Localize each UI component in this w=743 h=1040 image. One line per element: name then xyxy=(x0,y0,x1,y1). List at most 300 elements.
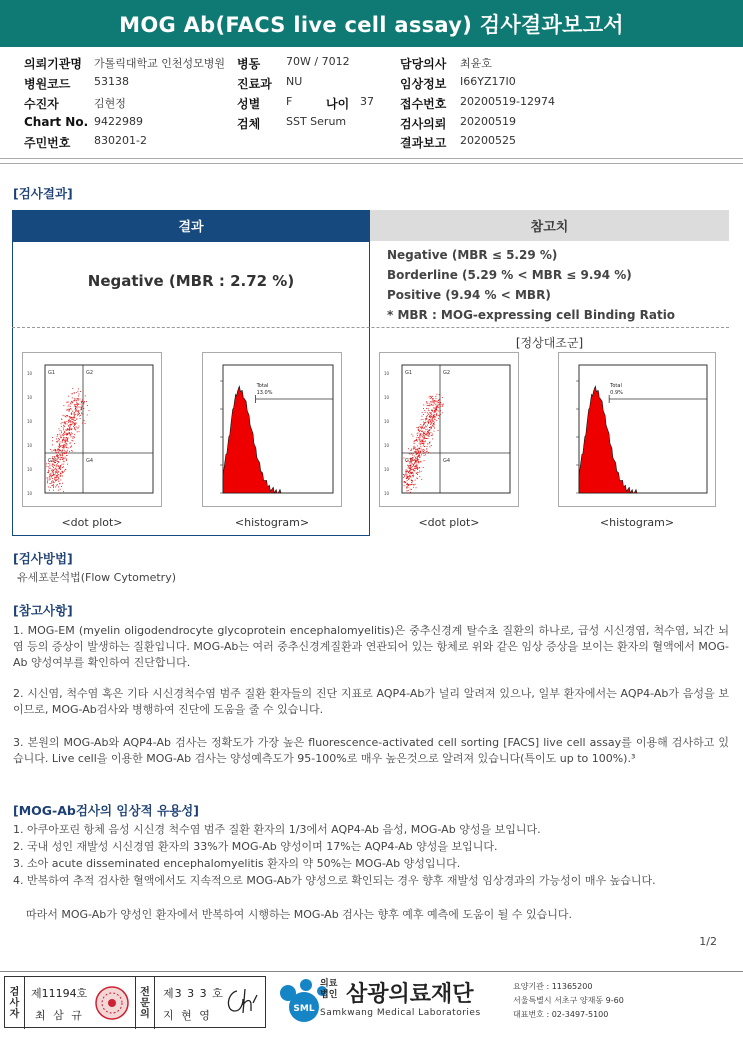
cell-event-dot xyxy=(59,439,60,440)
cell-event-dot xyxy=(60,473,61,474)
cell-event-dot xyxy=(53,482,54,483)
cell-event-dot xyxy=(424,438,425,439)
cell-event-dot xyxy=(432,396,433,397)
cell-event-dot xyxy=(61,432,62,433)
cell-event-dot xyxy=(420,451,421,452)
cell-event-dot xyxy=(58,477,59,478)
clinical-use-line-3: 3. 소아 acute disseminated encephalomyelitis 환자의 약 50%는 MOG-Ab 양성입니다. xyxy=(13,857,461,870)
cell-event-dot xyxy=(427,425,428,426)
cell-event-dot xyxy=(417,435,418,436)
cell-event-dot xyxy=(59,450,60,451)
cell-event-dot xyxy=(432,422,433,423)
cell-event-dot xyxy=(84,401,85,402)
cell-event-dot xyxy=(415,449,416,450)
cell-event-dot xyxy=(417,472,418,473)
cell-event-dot xyxy=(440,404,441,405)
cell-event-dot xyxy=(417,468,418,469)
cell-event-dot xyxy=(62,453,63,454)
cell-event-dot xyxy=(415,460,416,461)
cell-event-dot xyxy=(69,433,70,434)
cell-event-dot xyxy=(59,434,60,435)
cell-event-dot xyxy=(404,458,405,459)
cell-event-dot xyxy=(66,441,67,442)
cell-event-dot xyxy=(76,427,77,428)
cell-event-dot xyxy=(422,431,423,432)
cell-event-dot xyxy=(52,458,53,459)
cell-event-dot xyxy=(432,410,433,411)
receipt-label: 접수번호 xyxy=(400,97,447,111)
cell-event-dot xyxy=(58,478,59,479)
cell-event-dot xyxy=(50,487,51,488)
cell-event-dot xyxy=(87,405,88,406)
cell-event-dot xyxy=(420,424,421,425)
cell-event-dot xyxy=(431,396,432,397)
cell-event-dot xyxy=(421,443,422,444)
cell-event-dot xyxy=(425,420,426,421)
cell-event-dot xyxy=(408,487,409,488)
hospital-label: 의뢰기관명 xyxy=(24,57,82,71)
cell-event-dot xyxy=(414,463,415,464)
cell-event-dot xyxy=(79,416,80,417)
cell-event-dot xyxy=(70,428,71,429)
gate-total-label: Total xyxy=(256,383,269,389)
cell-event-dot xyxy=(425,454,426,455)
cell-event-dot xyxy=(58,490,59,491)
cell-event-dot xyxy=(64,471,65,472)
cell-event-dot xyxy=(64,452,65,453)
cell-event-dot xyxy=(442,406,443,407)
cell-event-dot xyxy=(56,477,57,478)
cell-event-dot xyxy=(411,473,412,474)
receipt-value: 20200519-12974 xyxy=(460,95,555,108)
cell-event-dot xyxy=(55,479,56,480)
cell-event-dot xyxy=(432,434,433,435)
cell-event-dot xyxy=(78,407,79,408)
patient-histogram xyxy=(202,352,342,507)
cell-event-dot xyxy=(77,431,78,432)
cell-event-dot xyxy=(50,449,51,450)
cell-event-dot xyxy=(408,448,409,449)
cell-event-dot xyxy=(77,399,78,400)
cell-event-dot xyxy=(424,423,425,424)
cell-event-dot xyxy=(63,438,64,439)
axis-tick-label: 10 xyxy=(384,419,390,424)
cell-event-dot xyxy=(57,436,58,437)
cell-event-dot xyxy=(423,422,424,423)
cell-event-dot xyxy=(432,425,433,426)
cell-event-dot xyxy=(418,459,419,460)
cell-event-dot xyxy=(77,408,78,409)
cell-event-dot xyxy=(62,447,63,448)
cell-event-dot xyxy=(66,434,67,435)
cell-event-dot xyxy=(425,412,426,413)
cell-event-dot xyxy=(429,405,430,406)
cell-event-dot xyxy=(423,414,424,415)
cell-event-dot xyxy=(74,424,75,425)
cell-event-dot xyxy=(427,421,428,422)
cell-event-dot xyxy=(57,472,58,473)
cell-event-dot xyxy=(429,421,430,422)
cell-event-dot xyxy=(412,455,413,456)
cell-event-dot xyxy=(409,477,410,478)
cell-event-dot xyxy=(74,416,75,417)
cell-event-dot xyxy=(420,430,421,431)
cell-event-dot xyxy=(429,427,430,428)
cell-event-dot xyxy=(54,477,55,478)
cell-event-dot xyxy=(406,484,407,485)
cell-event-dot xyxy=(58,452,59,453)
cell-event-dot xyxy=(74,392,75,393)
control-histogram xyxy=(558,352,716,507)
cell-event-dot xyxy=(71,401,72,402)
gate-total-value: 0.9% xyxy=(610,390,623,396)
cell-event-dot xyxy=(51,473,52,474)
cell-event-dot xyxy=(78,391,79,392)
cell-event-dot xyxy=(74,424,75,425)
cell-event-dot xyxy=(431,445,432,446)
cell-event-dot xyxy=(80,418,81,419)
cell-event-dot xyxy=(52,469,53,470)
cell-event-dot xyxy=(432,405,433,406)
info-row-4 xyxy=(0,115,743,133)
cell-event-dot xyxy=(424,410,425,411)
cell-event-dot xyxy=(421,471,422,472)
cell-event-dot xyxy=(411,477,412,478)
cell-event-dot xyxy=(81,413,82,414)
cell-event-dot xyxy=(430,413,431,414)
cell-event-dot xyxy=(61,423,62,424)
contact-code: 요양기관 : 11365200 xyxy=(513,982,593,991)
cell-event-dot xyxy=(81,409,82,410)
cell-event-dot xyxy=(411,489,412,490)
cell-event-dot xyxy=(84,420,85,421)
cell-event-dot xyxy=(53,463,54,464)
cell-event-dot xyxy=(57,465,58,466)
cell-event-dot xyxy=(54,462,55,463)
patient-dot-caption: <dot plot> xyxy=(61,516,123,529)
cell-event-dot xyxy=(412,459,413,460)
sex-label: 성별 xyxy=(237,97,261,111)
cell-event-dot xyxy=(425,434,426,435)
cell-event-dot xyxy=(56,455,57,456)
cell-event-dot xyxy=(73,422,74,423)
divider xyxy=(0,158,743,159)
cell-event-dot xyxy=(430,421,431,422)
cell-event-dot xyxy=(427,405,428,406)
cell-event-dot xyxy=(79,431,80,432)
cell-event-dot xyxy=(70,408,71,409)
cell-event-dot xyxy=(74,427,75,428)
cell-event-dot xyxy=(405,474,406,475)
cell-event-dot xyxy=(427,446,428,447)
cell-event-dot xyxy=(63,433,64,434)
cell-event-dot xyxy=(46,466,47,467)
cell-event-dot xyxy=(413,453,414,454)
cell-event-dot xyxy=(55,487,56,488)
cell-event-dot xyxy=(66,447,67,448)
cell-event-dot xyxy=(419,451,420,452)
gate-total-label: Total xyxy=(610,383,622,389)
cell-event-dot xyxy=(76,419,77,420)
cell-event-dot xyxy=(427,451,428,452)
ward-label: 병동 xyxy=(237,57,261,71)
org-english-name: Samkwang Medical Laboratories xyxy=(320,1008,481,1018)
cell-event-dot xyxy=(65,451,66,452)
cell-event-dot xyxy=(59,467,60,468)
cell-event-dot xyxy=(58,481,59,482)
cell-event-dot xyxy=(432,418,433,419)
cell-event-dot xyxy=(429,430,430,431)
cell-event-dot xyxy=(75,400,76,401)
cell-event-dot xyxy=(432,398,433,399)
cell-event-dot xyxy=(63,405,64,406)
hospital-value: 가톨릭대학교 인천성모병원 xyxy=(94,57,226,70)
cell-event-dot xyxy=(438,400,439,401)
cell-event-dot xyxy=(64,434,65,435)
cell-event-dot xyxy=(434,416,435,417)
cell-event-dot xyxy=(71,428,72,429)
cell-event-dot xyxy=(418,450,419,451)
cell-event-dot xyxy=(420,427,421,428)
cell-event-dot xyxy=(419,476,420,477)
cell-event-dot xyxy=(70,427,71,428)
cell-event-dot xyxy=(411,453,412,454)
cell-event-dot xyxy=(83,402,84,403)
cell-event-dot xyxy=(432,416,433,417)
cell-event-dot xyxy=(63,466,64,467)
cell-event-dot xyxy=(56,470,57,471)
control-dot-caption: <dot plot> xyxy=(418,516,480,529)
axis-tick-label: 10 xyxy=(384,491,390,496)
cell-event-dot xyxy=(433,400,434,401)
method-text: 유세포분석법(Flow Cytometry) xyxy=(17,571,177,584)
cell-event-dot xyxy=(54,478,55,479)
cell-event-dot xyxy=(66,459,67,460)
cell-event-dot xyxy=(428,408,429,409)
cell-event-dot xyxy=(410,476,411,477)
control-dot-plot-graphic xyxy=(380,353,518,506)
cell-event-dot xyxy=(59,445,60,446)
cell-event-dot xyxy=(70,422,71,423)
cell-event-dot xyxy=(63,461,64,462)
axis-tick-label: 10 xyxy=(27,443,33,448)
page-number: 1/2 xyxy=(699,935,717,948)
cell-event-dot xyxy=(71,421,72,422)
cell-event-dot xyxy=(83,408,84,409)
cell-event-dot xyxy=(73,426,74,427)
cell-event-dot xyxy=(47,478,48,479)
cell-event-dot xyxy=(421,436,422,437)
gate-total-value: 13.0% xyxy=(256,390,273,396)
cell-event-dot xyxy=(63,429,64,430)
cell-event-dot xyxy=(80,391,81,392)
cell-event-dot xyxy=(410,484,411,485)
cell-event-dot xyxy=(406,478,407,479)
cell-event-dot xyxy=(406,473,407,474)
cell-event-dot xyxy=(63,446,64,447)
cell-event-dot xyxy=(52,451,53,452)
cell-event-dot xyxy=(432,401,433,402)
cell-event-dot xyxy=(65,441,66,442)
cell-event-dot xyxy=(417,433,418,434)
cell-event-dot xyxy=(50,468,51,469)
axis-tick-label: 10 xyxy=(27,395,33,400)
ref-mbr-note: * MBR : MOG-expressing cell Binding Ratio xyxy=(387,308,676,322)
cell-event-dot xyxy=(415,440,416,441)
cell-event-dot xyxy=(416,462,417,463)
cell-event-dot xyxy=(73,438,74,439)
axis-tick-label: 10 xyxy=(384,467,390,472)
cell-event-dot xyxy=(53,484,54,485)
cell-event-dot xyxy=(417,457,418,458)
cell-event-dot xyxy=(414,462,415,463)
cell-event-dot xyxy=(69,427,70,428)
cell-event-dot xyxy=(434,403,435,404)
cell-event-dot xyxy=(65,457,66,458)
patient-info xyxy=(0,55,743,155)
cell-event-dot xyxy=(56,480,57,481)
cell-event-dot xyxy=(72,397,73,398)
cell-event-dot xyxy=(436,420,437,421)
cell-event-dot xyxy=(431,427,432,428)
cell-event-dot xyxy=(61,437,62,438)
cell-event-dot xyxy=(406,470,407,471)
cell-event-dot xyxy=(414,468,415,469)
clinical-value: I66YZ17I0 xyxy=(460,75,516,88)
clinical-use-line-2: 2. 국내 성인 재발성 시신경염 환자의 33%가 MOG-Ab 양성이며 17%는 AQP4-Ab 양성을 보입니다. xyxy=(13,840,498,853)
cell-event-dot xyxy=(422,427,423,428)
cell-event-dot xyxy=(54,482,55,483)
cell-event-dot xyxy=(57,475,58,476)
cell-event-dot xyxy=(50,479,51,480)
cell-event-dot xyxy=(49,474,50,475)
cell-event-dot xyxy=(69,433,70,434)
cell-event-dot xyxy=(52,460,53,461)
signature-box xyxy=(4,976,266,1028)
cell-event-dot xyxy=(405,482,406,483)
cell-event-dot xyxy=(58,441,59,442)
cell-event-dot xyxy=(424,437,425,438)
cell-event-dot xyxy=(417,437,418,438)
cell-event-dot xyxy=(74,423,75,424)
cell-event-dot xyxy=(78,388,79,389)
cell-event-dot xyxy=(53,487,54,488)
cell-event-dot xyxy=(64,453,65,454)
cell-event-dot xyxy=(72,411,73,412)
cell-event-dot xyxy=(82,414,83,415)
axis-tick-label: 10 xyxy=(27,371,33,376)
cell-event-dot xyxy=(436,406,437,407)
cell-event-dot xyxy=(68,409,69,410)
cell-event-dot xyxy=(412,484,413,485)
clinical-use-line-1: 1. 아쿠아포린 항체 음성 시신경 척수염 범주 질환 환자의 1/3에서 AQP4-Ab 음성, MOG-Ab 양성을 보입니다. xyxy=(13,823,541,836)
quadrant-label: G1 xyxy=(405,370,413,376)
cell-event-dot xyxy=(418,461,419,462)
cell-event-dot xyxy=(66,446,67,447)
cell-event-dot xyxy=(418,456,419,457)
cell-event-dot xyxy=(54,465,55,466)
cell-event-dot xyxy=(49,476,50,477)
cell-event-dot xyxy=(60,455,61,456)
cell-event-dot xyxy=(60,469,61,470)
cell-event-dot xyxy=(67,440,68,441)
cell-event-dot xyxy=(423,435,424,436)
cell-event-dot xyxy=(430,426,431,427)
cell-event-dot xyxy=(59,454,60,455)
cell-event-dot xyxy=(48,463,49,464)
cell-event-dot xyxy=(429,417,430,418)
cell-event-dot xyxy=(438,418,439,419)
cell-event-dot xyxy=(56,485,57,486)
cell-event-dot xyxy=(431,432,432,433)
doctor-value: 최윤호 xyxy=(460,57,492,70)
cell-event-dot xyxy=(427,444,428,445)
quadrant-label: G3 xyxy=(405,458,413,464)
cell-event-dot xyxy=(63,428,64,429)
cell-event-dot xyxy=(60,459,61,460)
cell-event-dot xyxy=(421,448,422,449)
cell-event-dot xyxy=(410,460,411,461)
cell-event-dot xyxy=(428,435,429,436)
axis-tick-label: 10 xyxy=(27,467,33,472)
cell-event-dot xyxy=(429,397,430,398)
cell-event-dot xyxy=(58,474,59,475)
cell-event-dot xyxy=(55,473,56,474)
cell-event-dot xyxy=(427,433,428,434)
cell-event-dot xyxy=(78,427,79,428)
cell-event-dot xyxy=(416,453,417,454)
cell-event-dot xyxy=(62,442,63,443)
cell-event-dot xyxy=(57,456,58,457)
cell-event-dot xyxy=(55,471,56,472)
cell-event-dot xyxy=(412,466,413,467)
cell-event-dot xyxy=(65,421,66,422)
cell-event-dot xyxy=(427,403,428,404)
cell-event-dot xyxy=(428,438,429,439)
cell-event-dot xyxy=(56,469,57,470)
cell-event-dot xyxy=(431,410,432,411)
quadrant-label: G4 xyxy=(443,458,451,464)
cell-event-dot xyxy=(72,388,73,389)
sex-value: F xyxy=(286,95,293,108)
cell-event-dot xyxy=(410,463,411,464)
cell-event-dot xyxy=(412,481,413,482)
dept-label: 진료과 xyxy=(237,77,272,91)
cell-event-dot xyxy=(434,419,435,420)
cell-event-dot xyxy=(58,472,59,473)
cell-event-dot xyxy=(410,454,411,455)
cell-event-dot xyxy=(431,435,432,436)
cell-event-dot xyxy=(420,426,421,427)
cell-event-dot xyxy=(79,413,80,414)
cell-event-dot xyxy=(430,396,431,397)
cell-event-dot xyxy=(424,442,425,443)
cell-event-dot xyxy=(66,452,67,453)
notes-paragraph-1: 1. MOG-EM (myelin oligodendrocyte glycoprotein encephalomyelitis)은 중추신경계 탈수초 질환의 하나로, 급성 시신경염, 척수염, 뇌간 뇌염 등의 증상이 발생하는 질환입니다. MOG-Ab는 여러 중추신경계질환과 연관되어 있는 항체로 위와 같은 임상 증상을 보이는 환자의 혈액에서 MOG-Ab 양성여부를 확인하여 진단합니다. xyxy=(13,624,729,669)
cell-event-dot xyxy=(431,422,432,423)
axis-tick-label: 10 xyxy=(27,491,33,496)
cell-event-dot xyxy=(435,400,436,401)
cell-event-dot xyxy=(410,492,411,493)
cell-event-dot xyxy=(423,441,424,442)
cell-event-dot xyxy=(65,443,66,444)
cell-event-dot xyxy=(63,440,64,441)
cell-event-dot xyxy=(76,409,77,410)
cell-event-dot xyxy=(441,404,442,405)
cell-event-dot xyxy=(58,438,59,439)
cell-event-dot xyxy=(415,484,416,485)
cell-event-dot xyxy=(64,440,65,441)
